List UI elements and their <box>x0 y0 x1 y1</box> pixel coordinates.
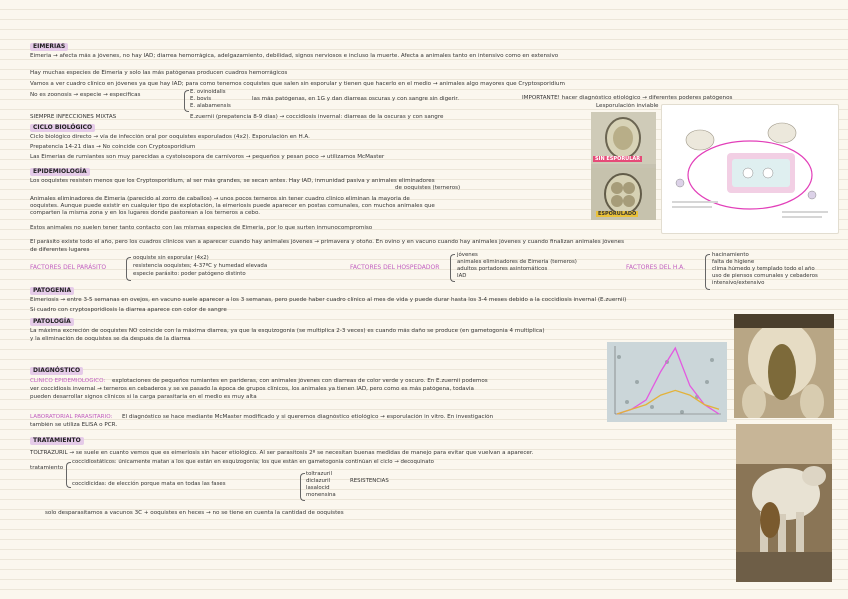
patologia-line-1: La máxima excreción de ooquistes NO coincide con la máxima diarrea, ya que la esquizogonia (se multiplica 2-3 veces) es cuando más daño se produce (en gametogonia 4 multiplica) <box>30 328 545 334</box>
intro-line-1: Eimeria → afecta más a jóvenes, no hay IAD; diarrea hemorrágica, adelgazamiento, debilidad, signos nerviosos e incluso la muerte. Afecta a animales tanto en intensivo como en extensivo <box>30 53 559 59</box>
sporulated-label: ESPORULADO <box>598 211 637 217</box>
excretion-chart-panel <box>607 342 727 422</box>
patogenia-line-1: Eimeriosis → entre 3-5 semanas en ovejos, en vacuno suele aparecer a los 3 semanas, pero puede haber cuadro clínico al mes de vida y puede durar hasta los 3-4 meses debido a la coccidiosis invernal (E.zuernii) <box>30 297 627 303</box>
diarrhea-photo-2 <box>736 424 832 582</box>
patologia-line-2: y la eliminación de ooquistes se da después de la diarrea <box>30 336 191 342</box>
drug-2: diclazuril <box>306 478 331 484</box>
intro-line-4: No es zoonosis → especie → especificas <box>30 92 141 98</box>
factor-host-4: IAD <box>457 273 467 279</box>
patologia-heading: PATOLOGÍA <box>30 318 74 326</box>
epi-line-3: Animales eliminadores de Eimeria (parecido al zorro de caballos) → unos pocos terneros sin tener cuadro clínico eliminan la mayoria de <box>30 196 410 202</box>
diag-lab-line-2: también se utiliza ELISA o PCR. <box>30 422 118 428</box>
factor-ha-brace <box>705 254 710 290</box>
factor-ha-5: intensivo/extensivo <box>712 280 765 286</box>
drug-3: lasalocid <box>306 485 330 491</box>
factor-ha-label: FACTORES DEL H.A. <box>626 264 686 271</box>
trat-brace <box>66 462 71 488</box>
trat-line: TOLTRAZURIL → se suele en cuanto vemos que es eimeriosis sin hacer etiológico. Al ser parasitosis 2º se necesitan buenas medidas de manejo para evitar que vuelvan a aparecer. <box>30 450 534 456</box>
species-2: E. bovis <box>190 96 212 102</box>
epi-line-4: ooquistes. Aunque puede existir en cualquier tipo de explotación, la eimeriosis puede aparecer en postas comunales, con muchos animales que <box>30 203 435 209</box>
important-sub: Lesporulación inviable <box>596 103 659 109</box>
ciclo-line-2: Prepatencia 14-21 días → No coincide con Cryptosporidium <box>30 144 196 150</box>
drug-4: monensina <box>306 492 336 498</box>
ciclo-line-3: Las Eimerias de rumiantes son muy parecidas a cystoisospora de carnívoros → pequeños y pesan poco → utilizamos McMaster <box>30 154 385 160</box>
diag-lab-label: LABORATORIAL PARASITARIO: <box>30 414 113 420</box>
factor-ha-1: hacinamiento <box>712 252 749 258</box>
excretion-chart <box>607 342 727 422</box>
epi-line-6: Estos animales no suelen tener tanto contacto con las mismas especies de Eimeria, por lo que surten inmunocompromiso <box>30 225 373 231</box>
patogenia-line-2: Si cuadro con cryptosporidiosis la diarrea aparece con color de sangre <box>30 307 227 313</box>
diag-clin-line-2: ver coccidiosis invernal → terneros en cebaderos y se ve pasado la época de grupos clínicos, los animales ya tienen IAD, pero como es más patógena, todavía <box>30 386 474 392</box>
species-brace <box>184 90 189 112</box>
species-3: E. alabamensis <box>190 103 231 109</box>
intro-line-3: Vamos a ver cuadro clínico en jóvenes ya que hay IAD; para como tenemos coquistes que salen sin esporular y tienen que hacerlo en el medio → animales algo mayores que Cryptosporidium <box>30 81 565 87</box>
epi-line-2: de ooquistes (terneros) <box>395 185 461 191</box>
resistances-note: RESISTENCIAS <box>350 478 389 484</box>
ciclo-heading: CICLO BIOLÓGICO <box>30 124 95 132</box>
sheep-hindquarters-drawing <box>734 314 834 418</box>
epi-line-1: Los ooquistes resisten menos que los Cryptosporidium, al ser más grandes, se secan antes. Hay IAD, inmunidad pasiva y animales eliminadores <box>30 178 435 184</box>
factor-ha-3: clima húmedo y templado todo el año <box>712 266 815 272</box>
drug-brace <box>300 473 305 501</box>
trat-coccidicidal: coccidicidas: de elección porque mata en todas las fases <box>72 481 226 487</box>
trat-label: tratamiento <box>30 465 64 471</box>
important-note: IMPORTANTE! hacer diagnóstico etiológico → diferentes poderes patógenos <box>522 95 733 101</box>
oocyst-micrograph <box>591 112 656 220</box>
mixed-infections: SIEMPRE INFECCIONES MIXTAS <box>30 114 117 120</box>
factor-host-label: FACTORES DEL HOSPEDADOR <box>350 264 440 271</box>
diarrhea-photo-1 <box>734 314 834 418</box>
ezuernii-note: E.zuernii (prepatencia 8-9 días) → coccidiosis invernal: diarreas de la oscuras y con sangre <box>190 114 444 120</box>
final-note: solo desparasitamos a vacunos 3C + ooquistes en heces → no se tiene en cuenta la cantidad de ooquistes <box>45 510 344 516</box>
intro-line-2: Hay muchas especies de Eimeria y solo las más patógenas producen cuadros hemorrágicos <box>30 70 288 76</box>
diag-clin-label: CLÍNICO EPIDEMIOLÓGICO: <box>30 378 106 384</box>
factor-host-brace <box>450 254 455 282</box>
page-title: EIMERIAS <box>30 43 68 51</box>
factor-parasite-3: especie parásito: poder patógeno distinto <box>133 271 246 277</box>
life-cycle-diagram <box>661 104 839 234</box>
unsporulated-label: SIN ESPORULAR <box>595 156 641 162</box>
factor-host-3: adultos portadores asintomáticos <box>457 266 548 272</box>
diag-clin-line-3: pueden desarrollar signos clínicos si la carga parasitaria en el medio es muy alta <box>30 394 257 400</box>
epi-line-8: de diferentes lugares <box>30 247 90 253</box>
trat-heading: TRATAMIENTO <box>30 437 84 445</box>
factor-host-1: jóvenes <box>457 252 478 258</box>
species-note: las más patógenas, en 1G y dan diarreas oscuras y con sangre sin digerir. <box>252 96 460 102</box>
lamb-drawing <box>736 424 832 582</box>
epi-heading: EPIDEMIOLOGÍA <box>30 168 90 176</box>
factor-parasite-2: resistencia ooquistes; 4-37ºC y humedad elevada <box>133 263 268 269</box>
drug-1: toltrazuril <box>306 471 333 477</box>
factor-host-2: animales eliminadores de Eimeria (terneros) <box>457 259 577 265</box>
life-cycle-drawing <box>662 105 838 233</box>
diag-clin-line-1: explotaciones de pequeños rumiantes en parideras, con animales jóvenes con diarreas de color verde y oscuro. En E.zuernii podemos <box>112 378 488 384</box>
factor-ha-2: falta de higiene <box>712 259 755 265</box>
factor-parasite-brace <box>126 257 131 281</box>
diag-heading: DIAGNÓSTICO <box>30 367 83 375</box>
epi-line-7: El parásito existe todo el año, pero los cuadros clínicos van a aparecer cuando hay animales jóvenes → primavera y otoño. En ovino y en vacuno cuando hay animales jóvenes y cuando finalizan animales jóvenes <box>30 239 625 245</box>
factor-parasite-1: ooquiste sin esporular (4x2) <box>133 255 209 261</box>
factor-parasite-label: FACTORES DEL PARÁSITO <box>30 264 107 271</box>
species-1: E. ovinoidalis <box>190 89 226 95</box>
oocyst-drawing <box>591 112 656 220</box>
trat-coccidiostatic: coccidiostáticos: únicamente matan a los que están en esquizogonia; los que están en gametogonia continúan el ciclo → decoquinato <box>72 459 434 465</box>
ciclo-line-1: Ciclo biológico directo → vía de infección oral por ooquistes esporulados (4x2). Esporulación en H.A. <box>30 134 310 140</box>
factor-ha-4: uso de piensos comunales y cebaderos <box>712 273 818 279</box>
patogenia-heading: PATOGENIA <box>30 287 74 295</box>
diag-lab-line: El diagnóstico se hace mediante McMaster modificado y si queremos diagnóstico etiológico → esporulación in vitro. En investigación <box>122 414 494 420</box>
epi-line-5: comparten la misma zona y en los lugares donde pastorean a los terneros a cebo. <box>30 210 261 216</box>
